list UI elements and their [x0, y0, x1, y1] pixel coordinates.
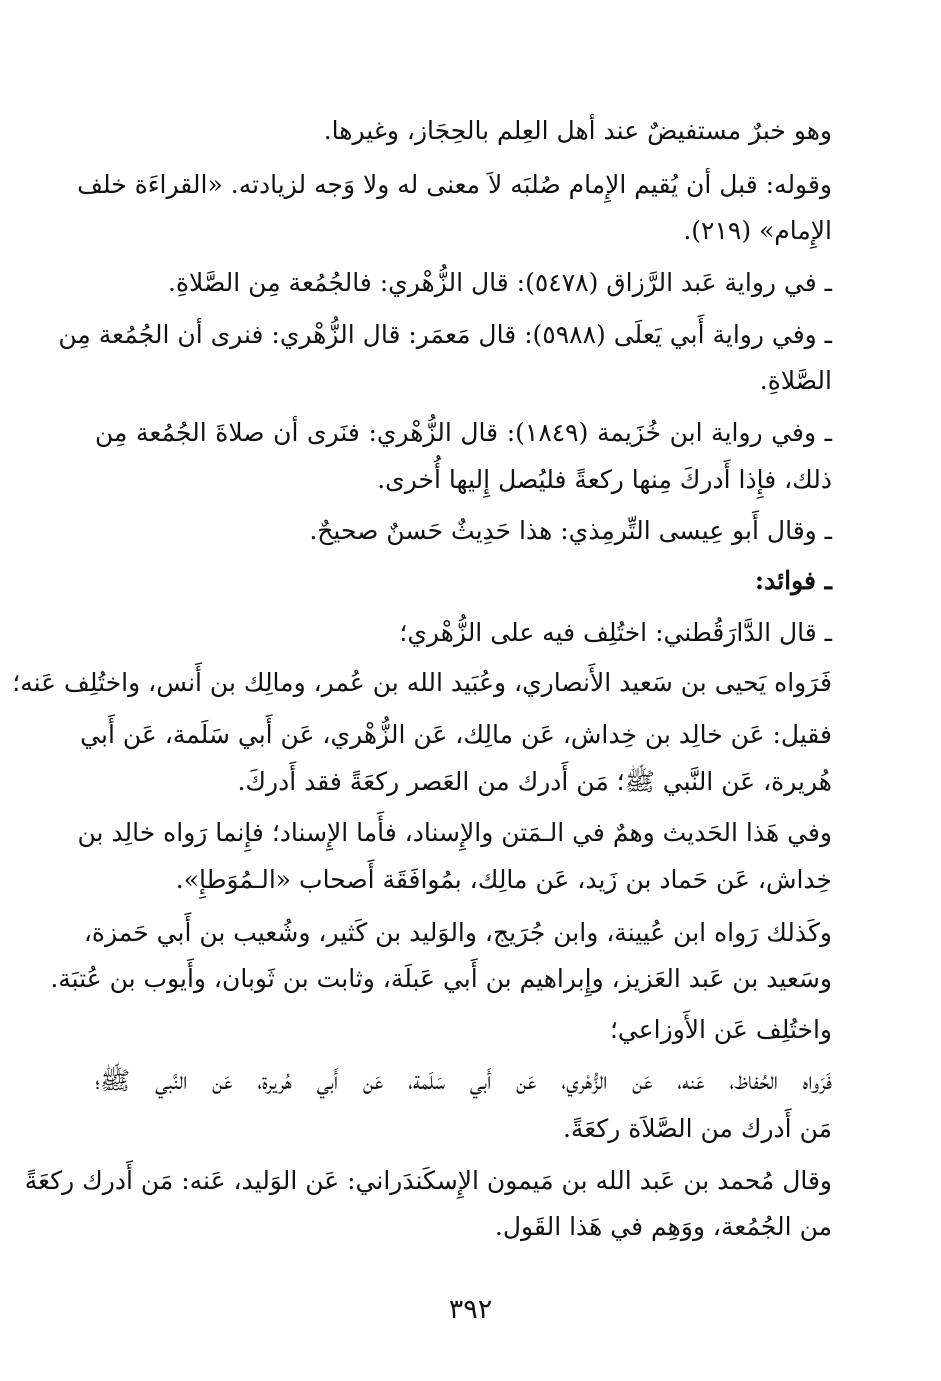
text-line: ـ وفي رواية ابن خُزَيمة (١٨٤٩): قال الزُّهْري: فنَرى أن صلاةَ الجُمُعة مِن [95, 418, 832, 447]
text-line: واختُلِف عَن الأَوزاعي؛ [609, 1015, 832, 1044]
text-line: ـ وفي رواية أَبي يَعلَى (٥٩٨٨): قال مَعمَر: قال الزُّهْري: فنرى أن الجُمُعة مِن [58, 320, 832, 349]
text-line: ـ وقال أَبو عِيسى التِّرمِذي: هذا حَدِيثٌ حَسنٌ صحيحٌ. [309, 516, 832, 545]
text-line: وهو خبرٌ مستفيضٌ عند أهل العِلم بالحِجَاز، وغيرها. [323, 116, 832, 145]
text-line: وقال مُحمد بن عَبد الله بن مَيمون الإِسكَندَراني: عَن الوَليد، عَنه: مَن أَدرك ركعَةً [24, 1166, 832, 1195]
text-line: فقيل: عَن خالِد بن خِداش، عَن مالِك، عَن الزُّهْري، عَن أَبي سَلَمة، عَن أَبي [80, 720, 832, 749]
text-line: الإِمام» (٢١٩). [683, 216, 832, 245]
text-line: فَرَواه يَحيى بن سَعيد الأَنصاري، وعُبَيد الله بن عُمر، ومالِك بن أَنس، واختُلِف عَنه؛ [12, 668, 832, 697]
text-line: الصَّلاةِ. [759, 366, 832, 395]
text-line: وكَذلك رَواه ابن عُيينة، وابن جُرَيج، والوَليد بن كَثير، وشُعيب بن أَبي حَمزة، [83, 918, 832, 947]
text-line: ـ في رواية عَبد الرَّزاق (٥٤٧٨): قال الزُّهْري: فالجُمُعة مِن الصَّلاةِ. [168, 268, 832, 297]
text-line: من الجُمُعة، ووَهِم في هَذا القَول. [494, 1212, 832, 1241]
text-line: ذلك، فإِذا أَدركَ مِنها ركعةً فليُصل إِليها أُخرى. [377, 465, 832, 494]
text-line: وقوله: قبل أن يُقيم الإِمام صُلبَه لاَ معنى له ولا وَجه لزيادته. «القراءَة خلف [77, 170, 832, 199]
text-line: فَرَواه الحُفاظ، عَنه، عَن الزُّهْري، عَن أَبي سَلَمة، عَن أَبي هُريرة، عَن النَّبي ﷺ؛ [95, 1066, 832, 1095]
text-line: هُريرة، عَن النَّبي ﷺ؛ مَن أَدرك من العَصر ركعَةً فقد أَدركَ. [237, 767, 832, 796]
text-line: خِداش، عَن حَماد بن زَيد، عَن مالِك، بمُوافَقَة أَصحاب «الـمُوَطإِ». [175, 865, 832, 894]
text-line: وسَعيد بن عَبد العَزيز، وإِبراهيم بن أَبي عَبلَة، وثابت بن ثَوبان، وأَيوب بن عُتبَة. [50, 964, 832, 993]
page-number: ٣٩٢ [448, 1294, 493, 1325]
text-line: مَن أَدرك من الصَّلاَة ركعَةً. [562, 1114, 832, 1143]
text-line: ـ قال الدَّارَقُطني: اختُلِف فيه على الزُّهْري؛ [399, 618, 832, 647]
text-line: وفي هَذا الحَديث وهمٌ في الـمَتن والإِسناد، فأَما الإِسناد؛ فإِنما رَواه خالِد بن [77, 818, 832, 847]
section-heading: ـ فوائد: [754, 566, 832, 595]
